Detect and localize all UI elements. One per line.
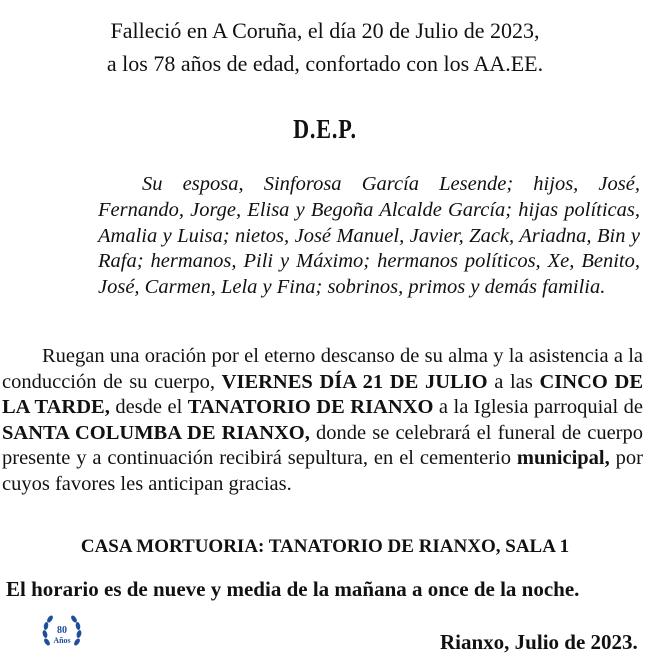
service-paragraph — [2, 344, 643, 498]
logo-number: 80 — [57, 625, 67, 636]
service-text-4: a la Iglesia parroquial de — [433, 396, 643, 419]
intro-line-2: a los 78 años de edad, confortado con los AA.EE. — [106, 51, 544, 76]
horario-line: El horario es de nueve y media de la mañana a once de la noche. — [6, 577, 580, 601]
service-cemetery: municipal, — [516, 447, 610, 470]
dep-heading: D.E.P. — [293, 114, 357, 144]
service-text-3: desde el — [109, 396, 188, 419]
service-date: VIERNES DÍA 21 DE JULIO — [221, 370, 488, 393]
logo-word: Años — [53, 636, 71, 645]
service-church: SANTA COLUMBA DE RIANXO, — [2, 421, 310, 444]
service-text-2: a las — [487, 370, 540, 393]
service-origin: TANATORIO DE RIANXO — [187, 396, 434, 419]
signoff: Rianxo, Julio de 2023. — [440, 630, 638, 654]
intro-line-1: Falleció en A Coruña, el día 20 de Julio de 2023, — [110, 18, 540, 43]
service-text-6: por cuyos favores les anticipan gracias. — [2, 447, 644, 495]
laurel-80-logo — [40, 612, 84, 652]
family-text: Su esposa, Sinforosa García Lesende; hijos, José, Fernando, Jorge, Elisa y Begoña Alcalde García; hijas políticas, Amalia y Luisa; nietos, José Manuel, Javier, Zack, Ariadna, Bin y Rafa; hermanos, Pili y Máximo; hermanos políticos, Xe, Benito, José, Carmen, Lela y Fina; sobrinos, primos y demás familia. — [98, 173, 640, 299]
casa-mortuoria: CASA MORTUORIA: TANATORIO DE RIANXO, SALA 1 — [80, 536, 570, 557]
service-text-1: Ruegan una oración por el eterno descanso de su alma y la asistencia a la conducción de su cuerpo, — [2, 345, 643, 393]
service-text-5: donde se celebrará el funeral de cuerpo presente y a continuación recibirá sepultura, en el cementerio — [2, 421, 643, 470]
service-time: CINCO DE LA TARDE, — [2, 370, 643, 419]
family-paragraph — [98, 172, 640, 301]
